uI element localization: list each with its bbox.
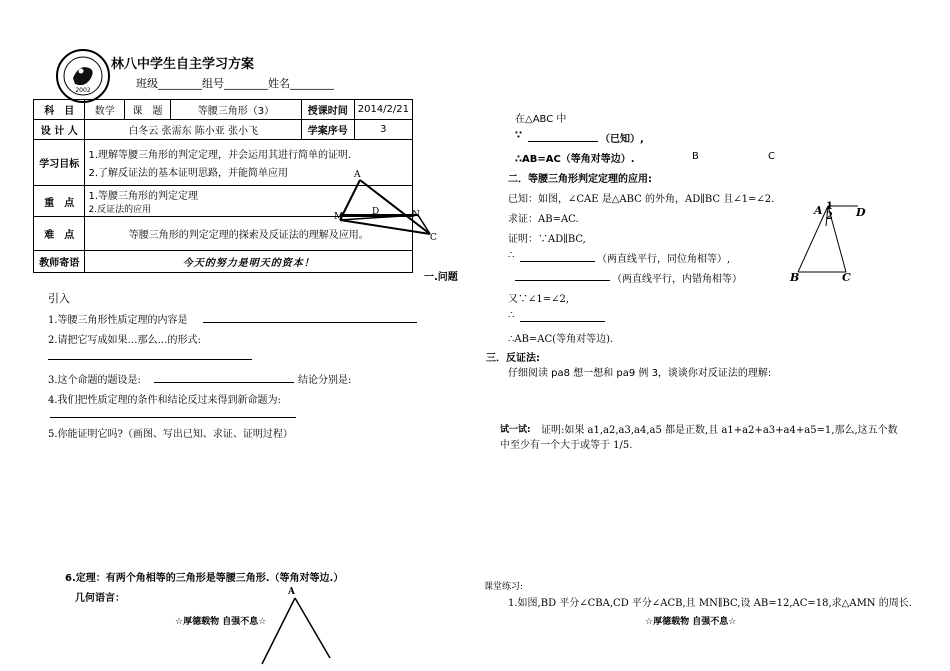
fig1-label-m: M	[334, 212, 344, 222]
question-5: 5.你能证明它吗?（画图、写出已知、求证、证明过程）	[48, 429, 293, 440]
proof-start: 证明：∵AD∥BC,	[508, 234, 586, 245]
fig2-label-c: C	[842, 271, 851, 284]
step1-therefore: ∴	[508, 250, 515, 261]
answer-line-1[interactable]	[203, 322, 417, 323]
fig1-label-d: D	[372, 207, 380, 217]
motto-value: 今天的努力是明天的资本！	[85, 251, 413, 273]
designer-value: 白冬云 张需东 陈小亚 张小飞	[85, 120, 301, 140]
fig2-label-1: 1	[826, 201, 833, 212]
key-2: 2.反证法的应用	[88, 205, 152, 215]
topic-value: 等腰三角形（3）	[170, 100, 301, 120]
goal-label: 学习目标	[34, 140, 85, 186]
step2-blank[interactable]	[515, 280, 610, 281]
designer-label: 设 计 人	[34, 120, 85, 140]
subject-value: 数学	[85, 100, 125, 120]
step3-text: 又∵∠1=∠2,	[508, 294, 570, 305]
step5-text: ∴AB=AC(等角对等边).	[508, 334, 614, 345]
tri-label-a: A	[288, 587, 295, 597]
fig1-label-c: C	[430, 233, 437, 243]
student-fields: 班级________组号________姓名________	[136, 77, 334, 90]
question-1: 1.等腰三角形性质定理的内容是	[48, 315, 188, 326]
goal-2: 2.了解反证法的基本证明思路，并能简单应用	[88, 168, 289, 179]
step1-blank[interactable]	[520, 261, 595, 262]
section-2-title: 二．等腰三角形判定定理的应用:	[508, 174, 652, 185]
fig2-label-2: 2	[826, 211, 833, 222]
known-blank[interactable]	[528, 141, 598, 142]
prove-text: 求证：AB=AC.	[508, 214, 579, 225]
conclusion-text: ∴AB=AC（等角对等边）.	[515, 154, 635, 165]
section-1-title: 一.问题	[424, 272, 458, 283]
step2-reason: （两直线平行，内错角相等）	[612, 274, 742, 285]
fig2-label-d: D	[856, 206, 866, 219]
step4-therefore: ∴	[508, 310, 515, 321]
key-1: 1.等腰三角形的判定定理	[88, 191, 199, 202]
theorem-text: 6.定理：有两个角相等的三角形是等腰三角形.（等角对等边.）	[65, 573, 344, 584]
svg-text:2002: 2002	[75, 87, 91, 94]
label-b: B	[692, 151, 699, 162]
label-c: C	[768, 151, 775, 162]
difficulty-label: 难 点	[34, 217, 85, 251]
fig2-label-b: B	[790, 271, 800, 284]
practice-label: 课堂练习:	[484, 582, 524, 592]
in-triangle-abc: 在△ABC 中	[515, 114, 567, 125]
answer-line-2[interactable]	[48, 359, 252, 360]
geometry-language-label: 几何语言：	[75, 593, 125, 604]
right-footer-motto: ☆厚德载物 自强不息☆	[645, 617, 737, 627]
fig1-label-n: N	[412, 210, 420, 220]
section-3-title: 三．反证法:	[486, 353, 540, 364]
page-title: 林八中学生自主学习方案	[111, 57, 255, 72]
question-3a: 3.这个命题的题设是:	[48, 375, 141, 386]
difficulty-value: 等腰三角形的判定定理的探索及反证法的理解及应用。	[85, 217, 413, 251]
subject-label: 科 目	[34, 100, 85, 120]
step1-reason: （两直线平行，同位角相等）,	[597, 254, 731, 265]
question-2: 2.请把它写成如果…那么…的形式:	[48, 335, 201, 346]
goal-1: 1.理解等腰三角形的判定定理，并会运用其进行简单的证明.	[88, 150, 352, 161]
answer-line-3[interactable]	[154, 382, 294, 383]
answer-line-4[interactable]	[50, 417, 296, 418]
time-label: 授课时间	[301, 100, 354, 120]
fig1-label-a: A	[354, 170, 361, 180]
try-line-2: 中至少有一个大于或等于 1/5.	[500, 440, 633, 451]
question-4: 4.我们把性质定理的条件和结论反过来得到新命题为:	[48, 395, 281, 406]
question-3b: 结论分别是:	[298, 375, 352, 386]
fig2-label-a: A	[814, 204, 823, 217]
intro-label: 引入	[48, 292, 70, 305]
known-text: （已知）,	[600, 134, 644, 145]
try-label: 试一试:	[500, 425, 531, 435]
practice-1: 1.如图,BD 平分∠CBA,CD 平分∠ACB,且 MN∥BC,设 AB=12,AC=18,求△AMN 的周长.	[508, 598, 912, 609]
step4-blank[interactable]	[520, 321, 605, 322]
motto-label: 教师寄语	[34, 251, 85, 273]
left-footer-motto: ☆厚德载物 自强不息☆	[175, 617, 267, 627]
time-value: 2014/2/21	[354, 100, 412, 120]
serial-label: 学案序号	[301, 120, 354, 140]
because-symbol: ∵	[515, 130, 522, 141]
try-line-1: 证明:如果 a1,a2,a3,a4,a5 都是正数,且 a1+a2+a3+a4+a5=1,那么,这五个数	[541, 425, 898, 436]
key-label: 重 点	[34, 186, 85, 217]
school-logo	[55, 48, 111, 104]
given-text: 已知：如图，∠CAE 是△ABC 的外角，AD∥BC 且∠1=∠2.	[508, 194, 775, 205]
serial-value: 3	[354, 120, 412, 140]
isosceles-triangle-figure	[260, 596, 340, 671]
topic-label: 课 题	[125, 100, 171, 120]
triangle-mnc-figure	[330, 168, 445, 248]
read-instruction: 仔细阅读 pa8 想一想和 pa9 例 3，谈谈你对反证法的理解:	[508, 368, 772, 379]
